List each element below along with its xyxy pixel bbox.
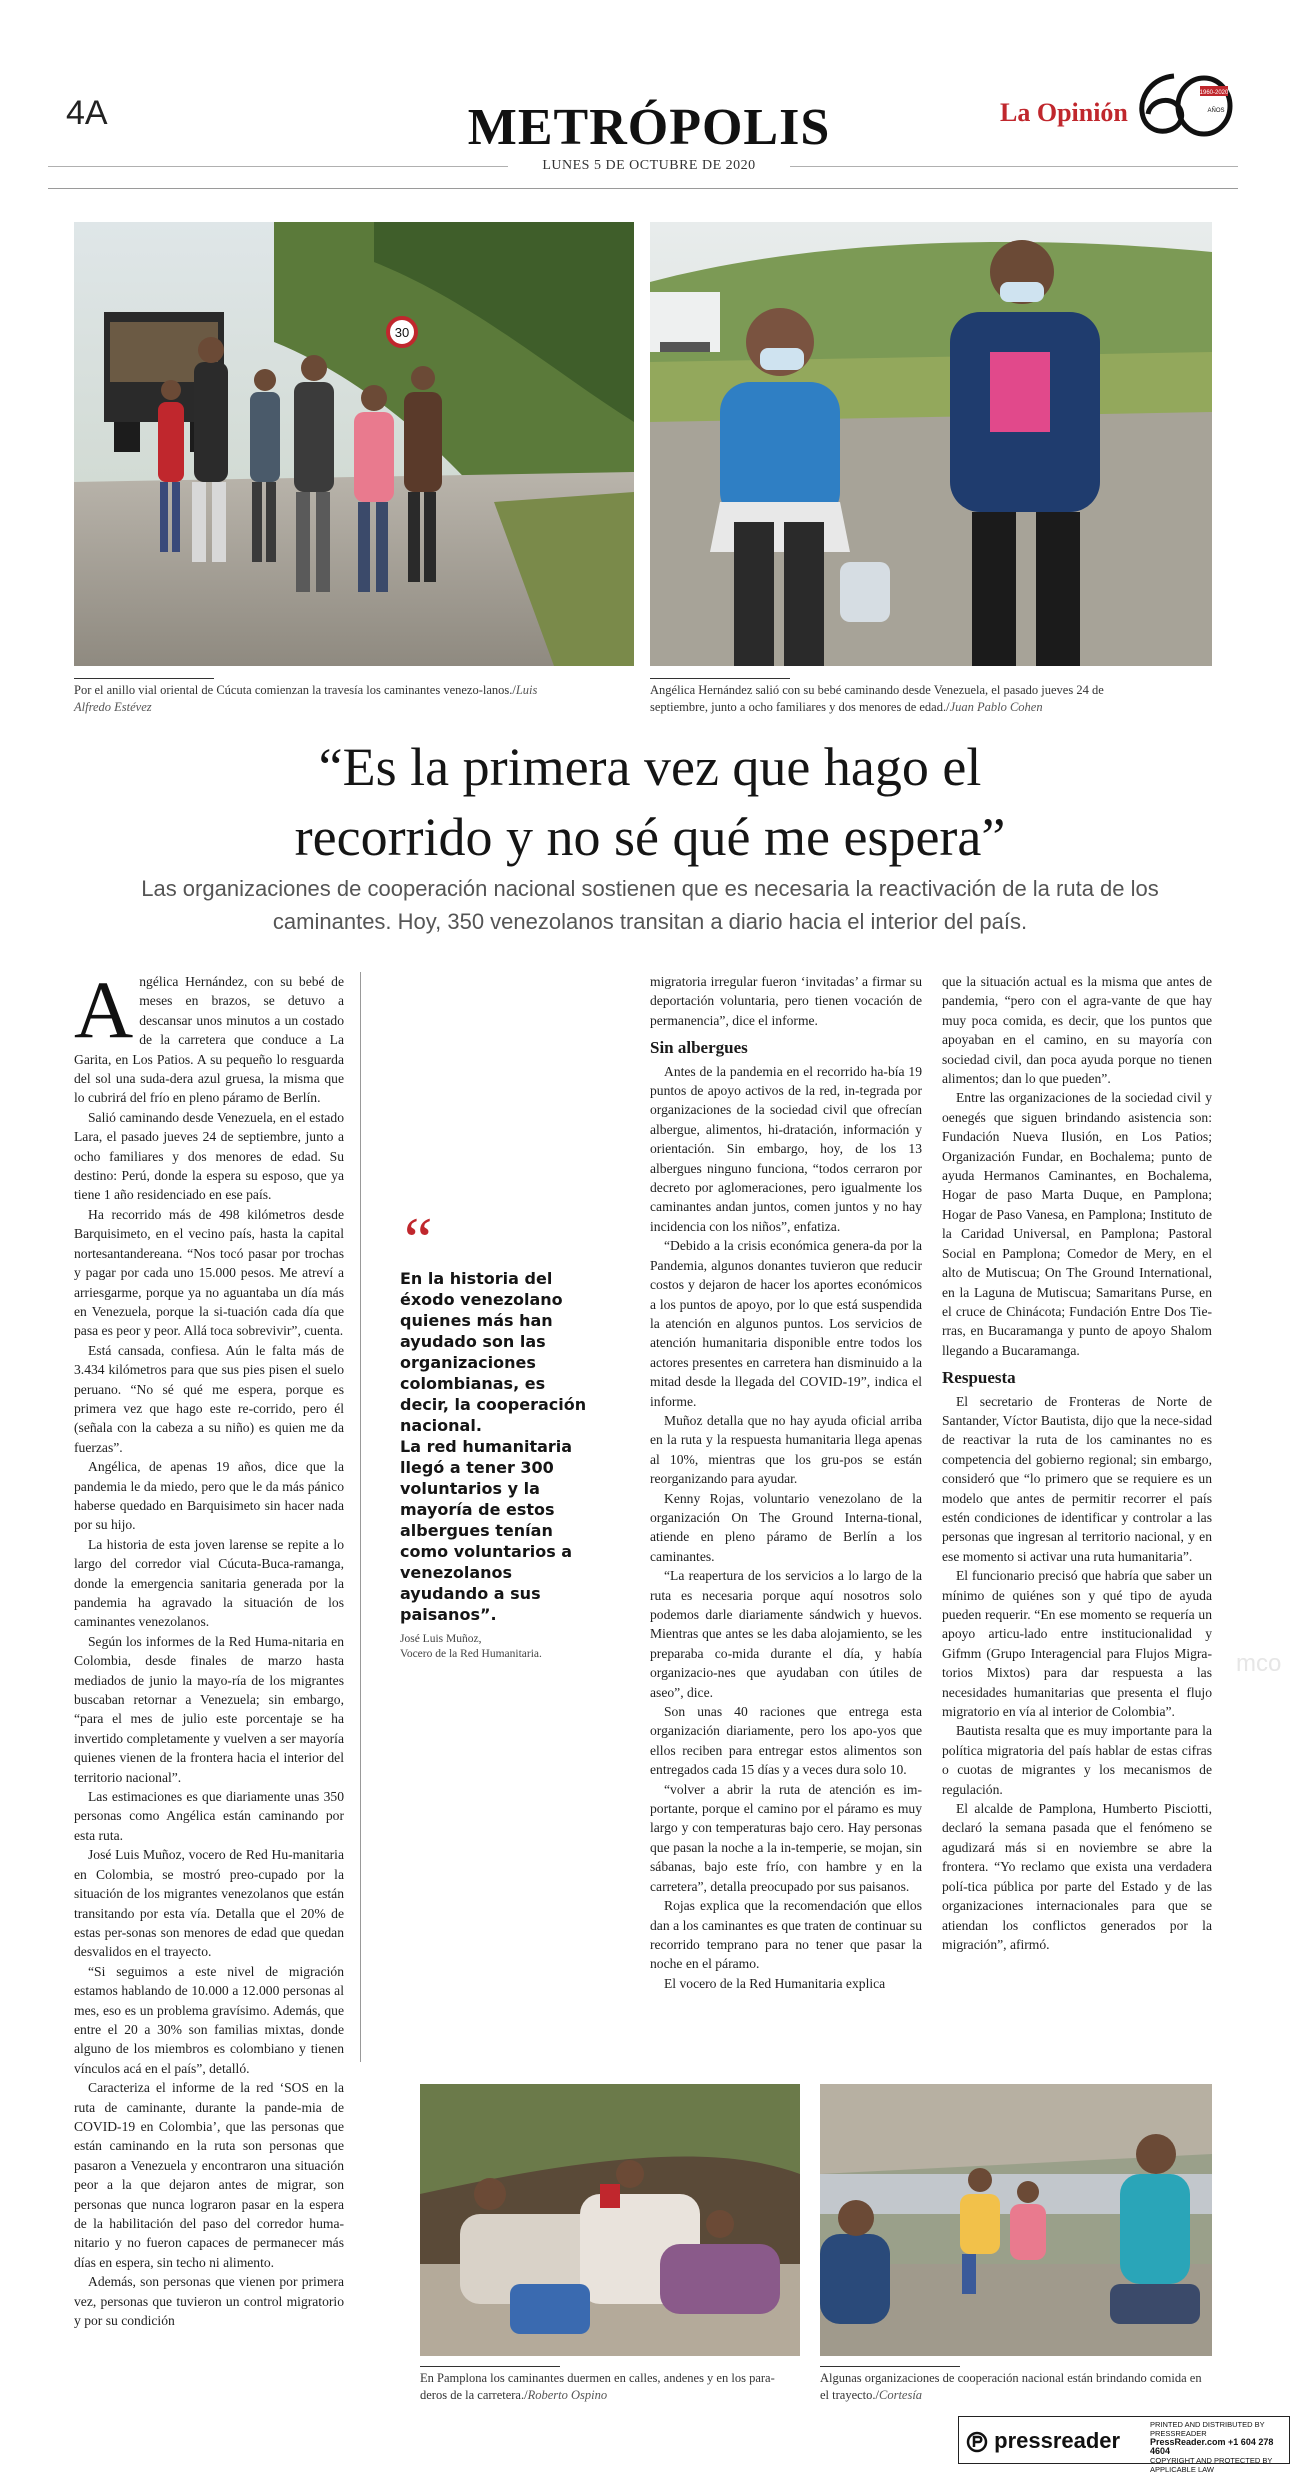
caption-text: En Pamplona los caminantes duermen en calles, andenes y en los para-deros de la carretera./ <box>420 2371 775 2402</box>
photo-credit: Cortesía <box>879 2388 923 2402</box>
paragraph: El vocero de la Red Humanitaria explica <box>664 1975 886 1991</box>
paragraph: El funcionario precisó que habría que saber un mínimo de quiénes son y qué tipo de ayuda pueden requerir. “En ese momento se requería un apoyo articu-lado entre institucionalidad y Gifmm (Grupo Interagencial para Flujos Migra-torios Mixtos) para dar respuesta a las necesidades humanitarias que presenta el flujo migratorio en vía al interior de Colombia”. <box>942 1568 1212 1720</box>
paragraph: Rojas explica que la recomendación que ellos dan a los caminantes es que traten de continuar su recorrido temprano para no tener que pasar la noche en el páramo. <box>650 1898 922 1972</box>
headline <box>100 732 1200 872</box>
caption-top-right <box>650 682 1120 716</box>
paragraph: Caracteriza el informe de la red ‘SOS en la ruta de caminante, durante la pande-mia de COVID-19 en Colombia’, que las personas que están caminando en la ruta son personas que pasaron a Venezuela y encontraron una situación peor a la que dejaron antes de migrar, son personas que nunca lograron pasar en la espera de la habilitación del paso del corredor huma-nitario y no fueron capaces de permanecer más días en espera, sin techo ni alimento. <box>74 2080 344 2270</box>
article-column-4 <box>942 972 1212 2042</box>
page-number: 4A <box>66 94 108 132</box>
caption-rule-top-right <box>650 678 790 679</box>
pullquote-text: En la historia del éxodo venezolano quienes más han ayudado son las organizaciones colombianas, es decir, la cooperación nacional. <box>400 1269 587 1435</box>
paragraph: Además, son personas que vienen por primera vez, personas que tuvieron un control migratorio y por su condición <box>74 2274 344 2329</box>
watermark-text: mco <box>1236 1650 1282 1677</box>
photo-credit: Luis Alfredo Estévez <box>74 683 538 714</box>
dateline: LUNES 5 DE OCTUBRE DE 2020 <box>542 158 756 173</box>
photo-caminantes-road <box>74 222 634 666</box>
paragraph: Ha recorrido más de 498 kilómetros desde Barquisimeto, en el vecino país, hasta la capital nortesantandereana. “Nos tocó pasar por trochas y pagar por cada uno 15.000 pesos. Me atreví a arriesgarme, porque ya no aguantaba un día más en Venezuela, porque la si-tuación cada día que pasa es peor y peor. Allá toca sobrevivir”, cuenta. <box>74 1206 344 1339</box>
paragraph: Angélica, de apenas 19 años, dice que la pandemia le da miedo, pero que le da más pánico haberse quedado en Barquisimeto sin hacer nada por su hijo. <box>74 1459 344 1533</box>
pullquote-role: Vocero de la Red Humanitaria. <box>400 1648 542 1660</box>
paragraph: La historia de esta joven larense se repite a lo largo del corredor vial Cúcuta-Buca-ramanga, donde la emergencia sanitaria generada por la pandemia ha agravado la situación de los caminantes venezolanos. <box>74 1536 344 1630</box>
paragraph: “Debido a la crisis económica genera-da por la Pandemia, algunos donantes tuvieron que reducir costos y dejaron de hacer los aportes económicos a los puntos de apoyo, por lo que está suspendida la atención en algunos puntos. Los servicios de atención humanitaria disponible entre todos los actores presentes en carretera han disminuido a la mitad desde la llegada del COVID-19”, indica el informe. <box>650 1238 922 1409</box>
photo-credit: Roberto Ospino <box>527 2388 608 2402</box>
pressreader-notice <box>1150 2420 1286 2474</box>
caption-text: Algunas organizaciones de cooperación nacional están brindando comida en el trayecto./ <box>820 2371 1202 2402</box>
caption-text: Por el anillo vial oriental de Cúcuta comienzan la travesía los caminantes venezo-lanos./ <box>74 683 516 697</box>
pullquote-attribution <box>400 1632 600 1662</box>
headline-line-1: “Es la primera vez que hago el <box>318 737 982 797</box>
paragraph: “La reapertura de los servicios a lo largo de la ruta es necesaria porque aquí nosotros solo podemos darle diariamente sándwich y huevos. Mientras que antes se les daba alojamiento, se les preparaba co-mida durante el día, y había organizacio-nes que ayudaban con útiles de aseo”, dice. <box>650 1568 922 1700</box>
pressreader-logo <box>966 2428 1120 2454</box>
pressreader-line2: PressReader.com +1 604 278 4604 <box>1150 2437 1274 2456</box>
drop-cap: A <box>74 972 134 1055</box>
caption-rule-bottom-left <box>420 2366 560 2367</box>
column-divider <box>360 972 361 2062</box>
caption-bottom-left <box>420 2370 800 2404</box>
brand-name: La Opinión <box>1000 98 1128 127</box>
article-column-3 <box>650 972 922 2042</box>
paragraph: José Luis Muñoz, vocero de Red Hu-manitaria en Colombia, se mostró preo-cupado por la situación de los migrantes venezolanos que están transitando por esta vía. Detalla que el 20% de estas per-sonas son menores de edad que quedan desvalidos en el trayecto. <box>74 1847 344 1960</box>
svg-text:1960-2020: 1960-2020 <box>1199 90 1229 96</box>
caption-rule-bottom-right <box>820 2366 960 2367</box>
photo-food-assistance <box>820 2084 1212 2356</box>
photo-credit: Juan Pablo Cohen <box>949 700 1043 714</box>
section-title: METRÓPOLIS <box>467 99 831 156</box>
pressreader-icon <box>966 2431 988 2453</box>
paragraph: que la situación actual es la misma que antes de pandemia, “pero con el agra-vante de que hay muy poca comida, es decir, que los puntos que apoyaban en el camino, en su mayoría con sociedad civil, dan poca ayuda porque no tienen alimentos; dan lo que pueden”. <box>942 974 1212 1087</box>
caption-text: Angélica Hernández salió con su bebé caminando desde Venezuela, el pasado jueves 24 de septiembre, junto a ocho familiares y dos menores de edad./ <box>650 683 1104 714</box>
anniversary-logo <box>1134 68 1234 138</box>
paragraph: Salió caminando desde Venezuela, en el estado Lara, el pasado jueves 24 de septiembre, junto a ocho familiares y dos menores de edad. Su destino: Perú, donde la espera su esposo, que ya tiene 1 año residenciado en ese país. <box>74 1109 344 1203</box>
paragraph: Muñoz detalla que no hay ayuda oficial arriba en la ruta y la respuesta humanitaria llega apenas al 10%, mientras que los gru-pos se están reorganizando para ayudar. <box>650 1412 922 1487</box>
header-divider <box>48 188 1238 189</box>
paragraph: Bautista resalta que es muy importante para la política migratoria del país hablar de estas cifras o cuotas de migrantes y los mecanismos de regulación. <box>942 1723 1212 1797</box>
svg-text:30: 30 <box>394 325 410 340</box>
paragraph: “volver a abrir la ruta de atención es im-portante, porque el camino por el páramo es muy largo y con temperaturas bajo cero. Hay personas que pasan la noche a la in-temperie, se mojan, sin sábanas, bajo este frío, con hambre y en la carretera”, detalla preocupado por sus paisanos. <box>650 1781 922 1894</box>
paragraph: Según los informes de la Red Huma-nitaria en Colombia, desde finales de marzo hasta mediados de junio la mayo-ría de los migrantes buscaban retornar a Venezuela; sin embargo, “para el mes de julio este porcentaje se ha invertido completamente y vuelven a ser mayoría quienes vienen de la frontera hacia el interior del territorio nacional”. <box>74 1633 344 1785</box>
paragraph: Las estimaciones es que diariamente unas 350 personas como Angélica están caminando por esta ruta. <box>74 1789 344 1843</box>
paragraph: El alcalde de Pamplona, Humberto Pisciotti, declaró la semana pasada que el fenómeno se agudizará más si en noviembre se abre la frontera. “Yo reclamo que exista una verdadera polí-tica pública por parte del Estado y de las organizaciones internacionales para que se atiendan los conflictos generados por la migración”, afirmó. <box>942 1801 1212 1952</box>
paragraph: ngélica Hernández, con su bebé de meses en brazos, se detuvo a descansar unos minutos a un costado de la carretera que conduce a La Garita, en Los Patios. A su pequeño lo resguarda del sol una suda-dera azul gruesa, la misma que lo cubrirá del frío en pleno páramo de Berlín. <box>74 974 344 1106</box>
pressreader-line1: PRINTED AND DISTRIBUTED BY PRESSREADER <box>1150 2420 1265 2438</box>
pressreader-line3: COPYRIGHT AND PROTECTED BY APPLICABLE LAW <box>1150 2456 1273 2474</box>
headline-line-2: recorrido y no sé qué me espera” <box>294 807 1006 867</box>
anniversary-small: AÑOS <box>1207 108 1225 114</box>
caption-bottom-right <box>820 2370 1212 2404</box>
paragraph: Antes de la pandemia en el recorrido ha-bía 19 puntos de apoyo activos de la red, in-tegrada por organizaciones de la sociedad civil que ofrecían albergue, alimentos, hi-dratación, información y orientación. Sin embargo, hoy, de los 13 albergues ninguno funciona, “todos cerraron por decreto por aglomeraciones, pero igualmente los caminantes andan juntos, comen juntos y no hay incidencia con los niños”, enfatiza. <box>650 1063 922 1234</box>
subheading-respuesta: Respuesta <box>942 1368 1016 1388</box>
paragraph: Son unas 40 raciones que entrega esta organización diariamente, pero los apo-yos que ellos reciben para entregar estos alimentos son entregados cada 15 días y a veces dura solo 10. <box>650 1704 922 1778</box>
pullquote-text: La red humanitaria llegó a tener 300 voluntarios y la mayoría de estos albergues tenían como voluntarios a venezolanos ayudando a sus paisanos”. <box>400 1437 573 1624</box>
paragraph: “Si seguimos a este nivel de migración estamos hablando de 10.000 a 12.000 personas al mes, eso es un problema gravísimo. Además, que entre el 20 a 30% son familias mixtas, donde alguno de los miembros es colombiano y tienen vínculos acá en el país”, detalló. <box>74 1963 344 2076</box>
paragraph: Entre las organizaciones de la sociedad civil y oenegés que siguen brindando asistencia son: Fundación Nueva Ilusión, en Los Patios; Organización Fundar, en Bochalema; punto de ayuda Hermanos Caminantes, en Bochalema, Hogar de paso Marta Duque, en Pamplona; Hogar de Paso Vanesa, en Pamplona; Instituto de la Caridad Universal, en Pamplona; Pastoral Social en Pamplona; Comedor de Mery, en el alto de Mutiscua; On The Ground International, en la Laguna de Mutiscua; Samaritans Purse, en el cruce de Chinácota; Fundación Entre Dos Tie-rras, en Bucaramanga y punto de apoyo Shalom llegando a Bucaramanga. <box>942 1090 1212 1358</box>
paragraph: Está cansada, confiesa. Aún le falta más de 3.434 kilómetros para que sus pies pisen el suelo peruano. “No sé qué me espera, porque es primera vez que hago este re-corrido, pero él (señala con la cabeza a su niño) es quien me da fuerzas”. <box>74 1342 344 1455</box>
article-column-1 <box>74 972 344 2412</box>
caption-rule-top-left <box>74 678 214 679</box>
subheading-sin-albergues: Sin albergues <box>650 1038 748 1058</box>
photo-angelica-hernandez <box>650 222 1212 666</box>
caption-top-left <box>74 682 544 716</box>
pressreader-name: pressreader <box>994 2428 1121 2453</box>
subheadline: Las organizaciones de cooperación nacional sostienen que es necesaria la reactivación de la ruta de los caminantes. Hoy, 350 venezolanos transitan a diario hacia el interior del país. <box>141 876 1159 934</box>
paragraph: migratoria irregular fueron ‘invitadas’ a firmar su deportación voluntaria, pero tienen vocación de permanencia”, dice el informe. <box>650 974 922 1028</box>
pullquote-mark: “ <box>404 1204 433 1275</box>
pullquote <box>400 1268 590 1625</box>
paragraph: Kenny Rojas, voluntario venezolano de la organización On The Ground Interna-tional, atiende en pleno páramo de Berlín a los caminantes. <box>650 1490 922 1564</box>
photo-pamplona-sleeping <box>420 2084 800 2356</box>
paragraph: El secretario de Fronteras de Norte de Santander, Víctor Bautista, dijo que la nece-sidad de reactivar la ruta de los caminantes no es competencia del gobierno regional; sin embargo, consideró que “lo primero que se requiere es un modelo que antes de permitir recorrer el país estén condiciones de identificar y controlar a las personas que ingresan al territorio nacional, y en ese momento si activar una ruta humanitaria”. <box>942 1393 1212 1564</box>
pullquote-author: José Luis Muñoz, <box>400 1633 482 1645</box>
